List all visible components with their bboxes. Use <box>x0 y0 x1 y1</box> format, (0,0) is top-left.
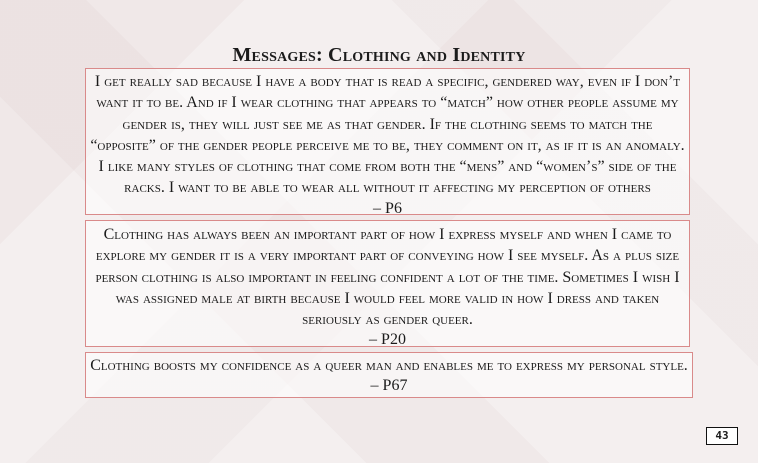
quote-attribution: – P20 <box>369 331 406 349</box>
quote-box-p67 <box>85 352 693 398</box>
quote-attribution: – P6 <box>373 199 402 217</box>
quote-box-p20 <box>85 220 690 347</box>
page-title: Messages: Clothing and Identity <box>232 44 526 66</box>
quote-box-p6 <box>85 68 690 215</box>
quote-attribution: – P67 <box>370 377 408 395</box>
quote-text: Clothing has always been an important part of how I express myself and when I came to explore my gender it is a very important part of conveying how I see myself. As a plus size person clothing is also important in feeling confident a lot of the time. Sometimes I wish I was assigned male at birth because I would feel more valid in how I dress and taken seriously as gender queer. <box>95 226 680 329</box>
quote-text: I get really sad because I have a body that is read a specific, gendered way, even if I don’t want it to be. And if I wear clothing that appears to “match” how other people assume my gender is, they will just see me as that gender. If the clothing seems to match the “opposite” of the gender people perceive me to be, they comment on it, as if it is an anomaly. I like many styles of clothing that come from both the “mens” and “women’s” side of the racks. I want to be able to wear all without it affecting my perception of others <box>90 73 685 197</box>
quote-text: Clothing boosts my confidence as a queer man and enables me to express my personal style. <box>90 357 688 374</box>
page-number: 43 <box>706 427 738 445</box>
